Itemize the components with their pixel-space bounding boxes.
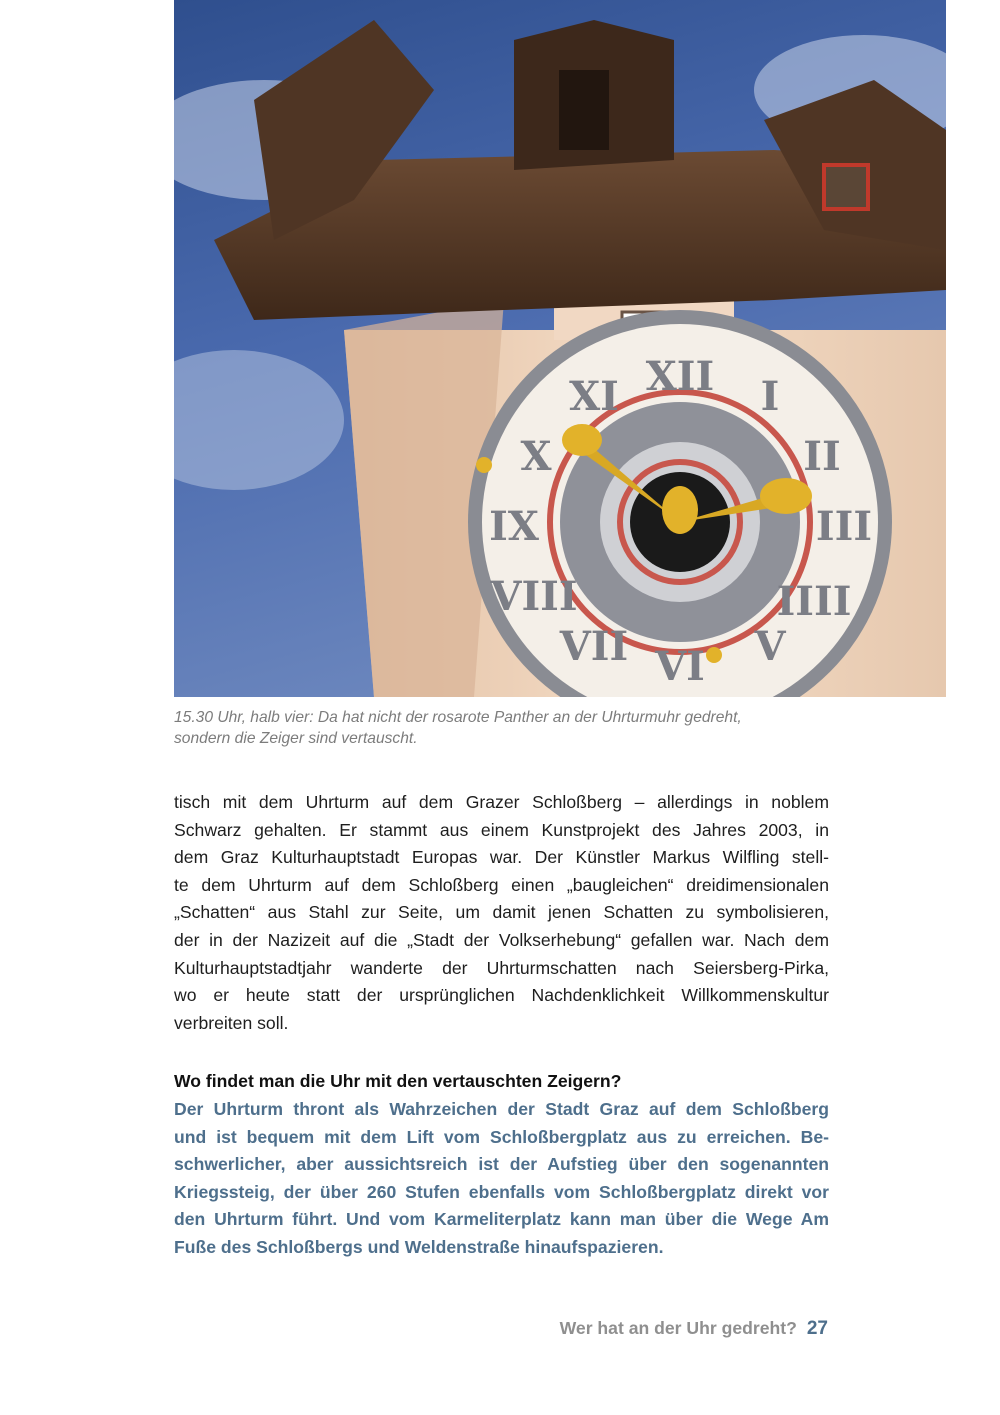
caption-line: sondern die Zeiger sind vertauscht.: [174, 730, 418, 747]
svg-text:I: I: [760, 373, 780, 420]
svg-text:II: II: [803, 433, 841, 480]
body-line: „Schatten“ aus Stahl zur Seite, um damit jenen Schatten zu symbolisieren,: [174, 902, 829, 923]
svg-text:XII: XII: [645, 353, 715, 400]
svg-text:X: X: [520, 433, 552, 480]
svg-text:III: III: [815, 503, 873, 550]
answer-line: den Uhrturm führt. Und vom Karmeliterplatz kann man über die Wege Am: [174, 1209, 829, 1230]
body-paragraph: [174, 789, 829, 1037]
caption-line: 15.30 Uhr, halb vier: Da hat nicht der rosarote Panther an der Uhrturmuhr gedreht,: [174, 709, 742, 726]
answer-line: und ist bequem mit dem Lift vom Schloßbergplatz aus zu erreichen. Be-: [174, 1126, 829, 1147]
svg-text:V: V: [754, 623, 786, 670]
answer-paragraph: [174, 1096, 829, 1262]
svg-text:IIII: IIII: [776, 578, 852, 625]
body-line: tisch mit dem Uhrturm auf dem Grazer Schloßberg – allerdings in noblem: [174, 792, 829, 812]
body-line: Schwarz gehalten. Er stammt aus einem Kunstprojekt des Jahres 2003, in: [174, 819, 829, 840]
body-line: der in der Nazizeit auf die „Stadt der Volkserhebung“ gefallen war. Nach dem: [174, 929, 829, 950]
footer-title: Wer hat an der Uhr gedreht?: [559, 1318, 797, 1338]
page-footer: [560, 1318, 828, 1340]
body-line: wo er heute statt der ursprünglichen Nachdenklichkeit Willkommenskultur: [174, 985, 829, 1006]
answer-line: Fuße des Schloßbergs und Weldenstraße hinaufspazieren.: [174, 1236, 664, 1257]
body-line: dem Graz Kulturhauptstadt Europas war. Der Künstler Markus Wilfling stell-: [174, 847, 829, 868]
answer-line: Kriegssteig, der über 260 Stufen ebenfalls vom Schloßbergplatz direkt vor: [174, 1181, 829, 1202]
answer-line: schwerlicher, aber aussichtsreich ist der Aufstieg über den sogenannten: [174, 1154, 829, 1175]
answer-line: Der Uhrturm thront als Wahrzeichen der Stadt Graz auf dem Schloßberg: [174, 1099, 829, 1119]
body-line: te dem Uhrturm auf dem Schloßberg einen „baugleichen“ dreidimensionalen: [174, 874, 829, 895]
clock-tower-photo: [174, 0, 946, 697]
question-heading: Wo findet man die Uhr mit den vertauschten Zeigern?: [174, 1071, 622, 1091]
photo-caption: [174, 707, 946, 749]
body-line: verbreiten soll.: [174, 1012, 289, 1033]
svg-text:VI: VI: [655, 643, 705, 690]
svg-text:XI: XI: [569, 373, 619, 420]
page-number: 27: [806, 1318, 828, 1339]
svg-text:VII: VII: [559, 623, 629, 670]
svg-text:VIII: VIII: [490, 573, 578, 620]
body-line: Kulturhauptstadtjahr wanderte der Uhrturmschatten nach Seiersberg-Pirka,: [174, 957, 829, 978]
svg-text:IX: IX: [489, 503, 539, 550]
